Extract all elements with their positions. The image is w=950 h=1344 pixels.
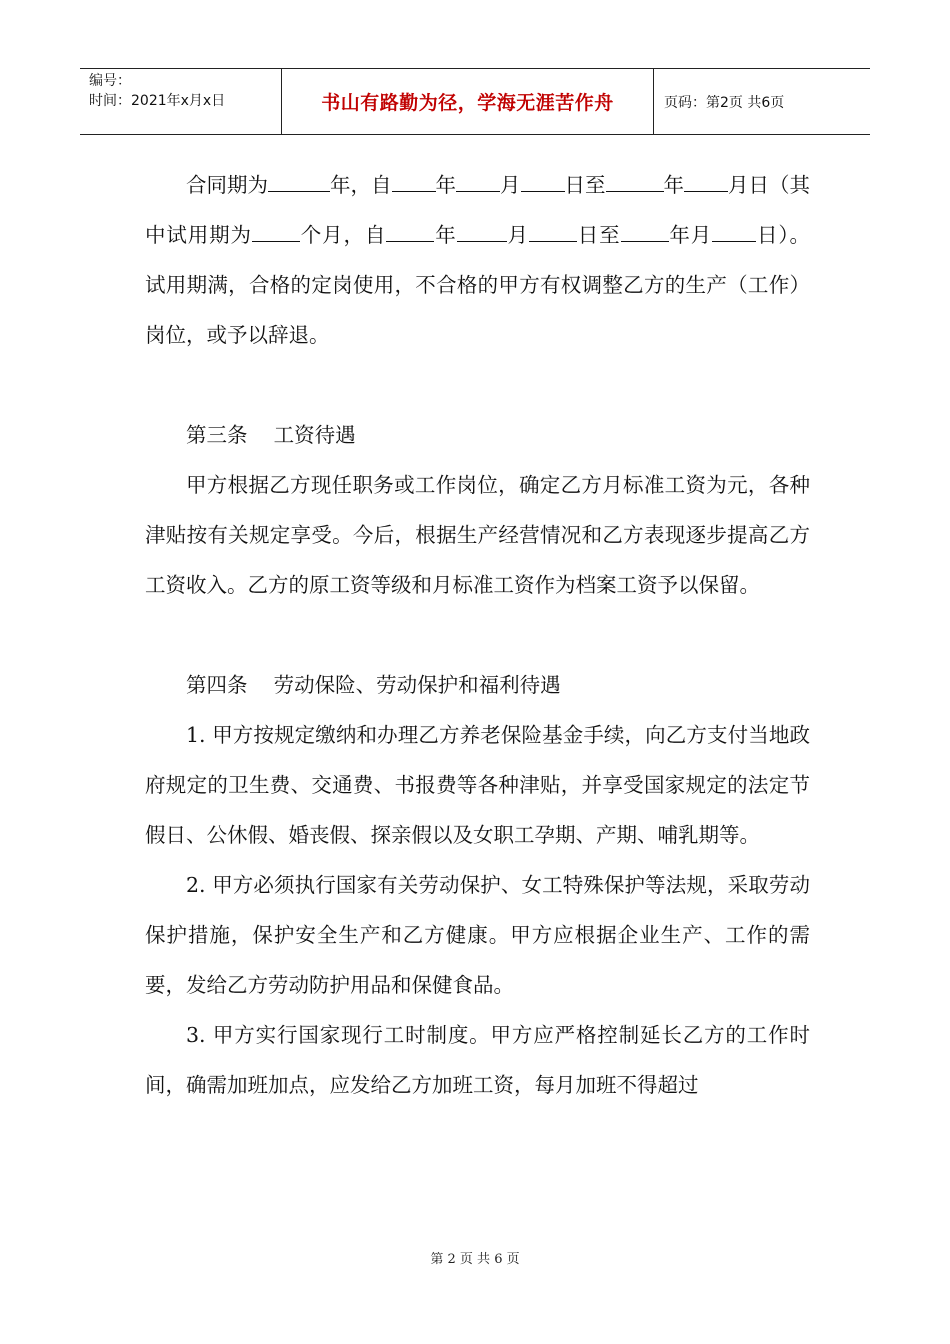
blank-field[interactable] [684,169,728,192]
blank-field[interactable] [712,219,756,242]
blank-field[interactable] [621,219,669,242]
blank-field[interactable] [529,219,577,242]
blank-field[interactable] [252,219,300,242]
blank-field[interactable] [386,219,434,242]
article-4-item-2: 2. 甲方必须执行国家有关劳动保护、女工特殊保护等法规，采取劳动保护措施，保护安全生产和乙方健康。甲方应根据企业生产、工作的需要，发给乙方劳动防护用品和保健食品。 [145,873,810,997]
blank-field[interactable] [456,169,500,192]
article-4-title: 第四条 劳动保险、劳动保护和福利待遇 [186,673,561,697]
article-4-item-3: 3. 甲方实行国家现行工时制度。甲方应严格控制延长乙方的工作时间，确需加班加点，应发给乙方加班工资，每月加班不得超过 [145,1023,810,1097]
blank-field[interactable] [457,219,507,242]
page-footer: 第 2 页 共 6 页 [430,1252,520,1267]
article-3-title: 第三条 工资待遇 [186,423,356,447]
article-3-body: 甲方根据乙方现任职务或工作岗位，确定乙方月标准工资为元，各种津贴按有关规定享受。今后，根据生产经营情况和乙方表现逐步提高乙方工资收入。乙方的原工资等级和月标准工资作为档案工资予以保留。 [145,473,810,597]
header-meta [80,69,282,134]
blank-field[interactable] [606,169,664,192]
page-header [80,68,870,135]
document-date: 时间：2021年x月x日 [89,93,226,109]
article-4-item-1: 1. 甲方按规定缴纳和办理乙方养老保险基金手续，向乙方支付当地政府规定的卫生费、交通费、书报费等各种津贴，并享受国家规定的法定节假日、公休假、婚丧假、探亲假以及女职工孕期、产期、哺乳期等。 [145,723,810,847]
document-body [145,160,810,1110]
header-page-info: 页码：第2页 共6页 [664,94,785,111]
document-number-label: 编号： [89,73,131,89]
header-motto: 书山有路勤为径，学海无涯苦作舟 [282,69,654,134]
contract-term-paragraph: 合同期为 年，自 年 月 日至 年 月日（其中试用期为 个月，自 年 月 日至 年月 日）。试用期满，合格的定岗使用，不合格的甲方有权调整乙方的生产（工作）岗位，或予以辞退。 [145,160,810,360]
blank-field[interactable] [392,169,436,192]
blank-field[interactable] [521,169,565,192]
blank-field[interactable] [268,169,330,192]
